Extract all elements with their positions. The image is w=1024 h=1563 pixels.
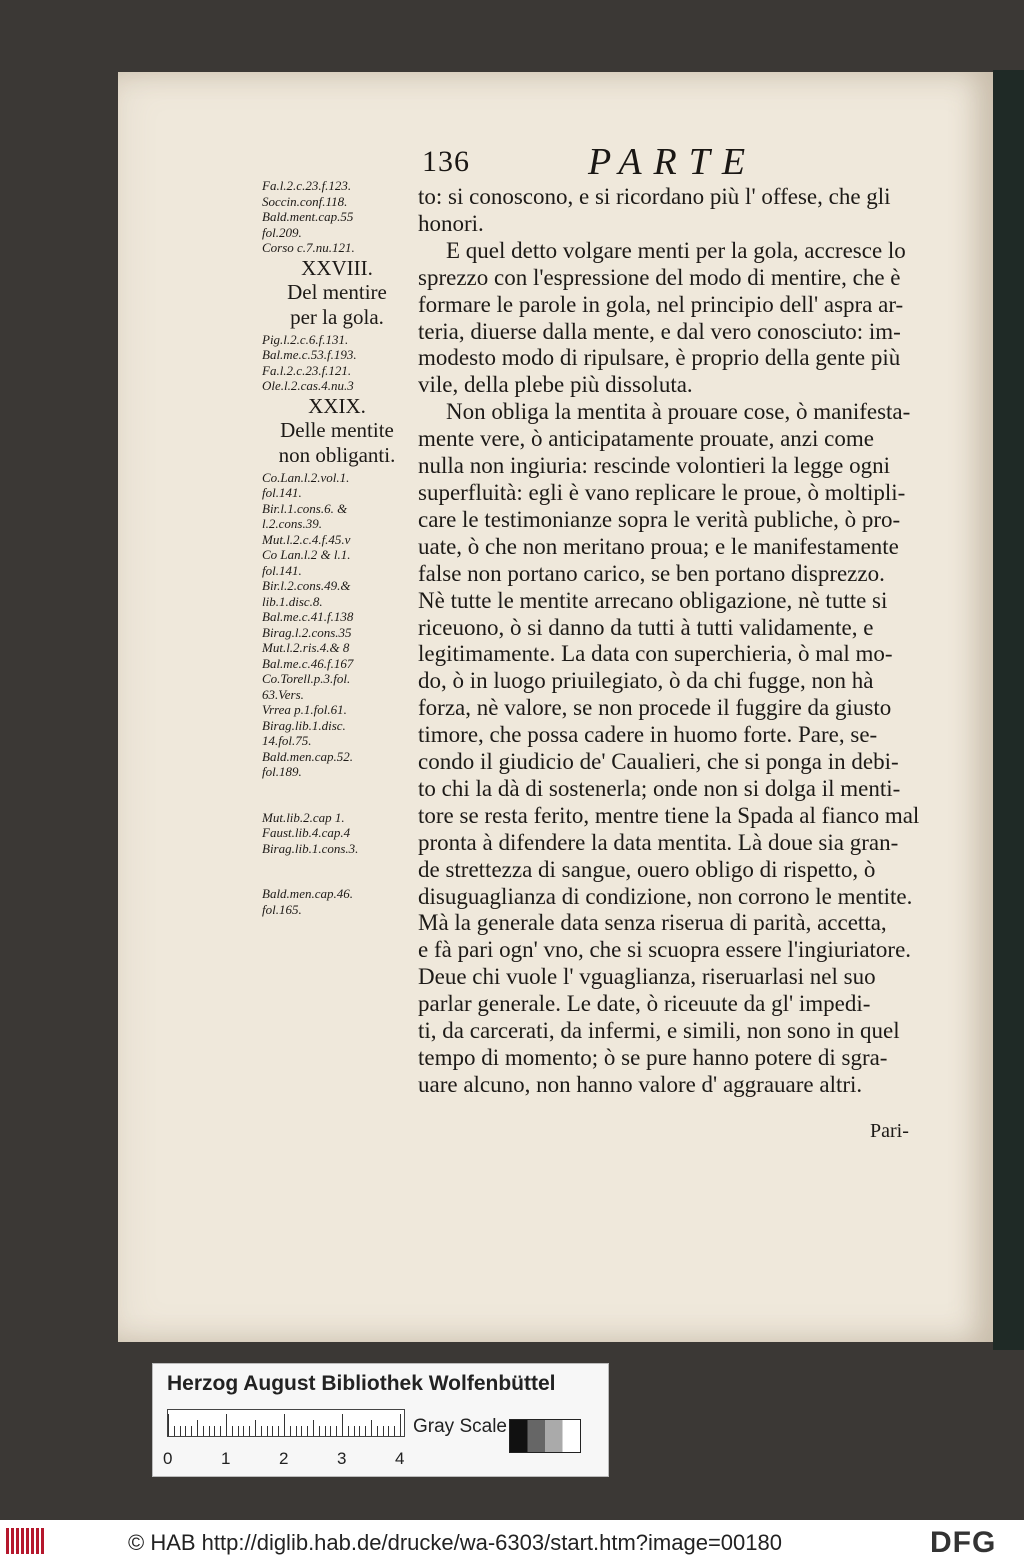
text-line: to: si conoscono, e si ricordano più l' offese, che gli xyxy=(418,184,891,209)
chapter-number: XXIX. xyxy=(308,393,366,418)
ruler-tick xyxy=(388,1426,389,1436)
margin-reference: Fa.l.2.c.23.f.121. xyxy=(262,362,352,378)
text-line: Nè tutte le mentite arrecano obligazione, nè tutte si xyxy=(418,587,888,613)
ruler-tick xyxy=(394,1426,395,1436)
ruler-tick xyxy=(185,1426,186,1436)
margin-reference: Mut.lib.2.cap 1. xyxy=(262,809,345,825)
margin-reference: fol.165. xyxy=(262,901,302,917)
text-line: honori. xyxy=(418,210,484,236)
text-line: do, ò in luogo priuilegiato, ò da chi fugge, non hà xyxy=(418,668,874,694)
text-line: e fà pari ogn' vno, che si scuopra essere l'ingiuriatore. xyxy=(418,937,912,963)
text-line: modesto modo di ripulsare, è proprio della gente più xyxy=(418,345,901,371)
text-line: uare alcuno, non hanno valore d' aggrauare altri. xyxy=(418,1071,863,1097)
ruler-tick xyxy=(319,1426,320,1436)
ruler-tick xyxy=(296,1426,297,1436)
ruler-tick xyxy=(336,1426,337,1436)
margin-reference: Soccin.conf.118. xyxy=(262,193,348,209)
ruler-tick xyxy=(272,1426,273,1436)
text-line: nulla non ingiuria: rescinde volontieri la legge ogni xyxy=(418,453,891,479)
text-line: de strettezza di sangue, ouero obligo di rispetto, ò xyxy=(418,856,876,882)
gray-scale-label: Gray Scale xyxy=(413,1416,507,1437)
ruler-tick xyxy=(168,1414,169,1436)
margin-reference: Fa.l.2.c.23.f.123. xyxy=(262,178,352,193)
margin-reference: Faust.lib.4.cap.4 xyxy=(262,825,351,840)
ruler-tick xyxy=(400,1414,401,1436)
chapter-heading: Del mentire xyxy=(287,279,387,304)
chapter-heading: non obliganti. xyxy=(278,442,396,467)
margin-reference: Co Lan.l.2 & l.1. xyxy=(262,547,351,562)
ruler-tick xyxy=(267,1426,268,1436)
ruler-tick xyxy=(209,1426,210,1436)
ruler-tick xyxy=(203,1426,204,1436)
main-text xyxy=(418,184,958,1099)
margin-reference: l.2.cons.39. xyxy=(262,516,322,531)
margin-reference: Bir.l.1.cons.6. & xyxy=(262,500,348,516)
margin-reference: Birag.lib.1.cons.3. xyxy=(262,840,359,856)
margin-reference: fol.141. xyxy=(262,485,302,500)
citation-link[interactable]: © HAB http://diglib.hab.de/drucke/wa-6303/start.htm?image=00180 xyxy=(128,1530,782,1555)
text-line: to chi la dà di sostenerla; onde non si dolga il menti- xyxy=(418,775,901,801)
margin-reference: 63.Vers. xyxy=(262,686,304,702)
marginal-notes xyxy=(262,178,412,917)
text-line: tore se resta ferito, mentre tiene la Spada al fianco mal xyxy=(418,802,920,828)
text-line: false non portano carico, se ben portano disprezzo. xyxy=(418,560,885,586)
catchword: Pari- xyxy=(870,1120,909,1142)
dfg-logo: DFG xyxy=(930,1526,997,1559)
text-line: care le testimonianze sopra le verità publiche, ò pro- xyxy=(418,506,901,532)
text-line: teria, diuerse dalla mente, e dal vero conosciuto: im- xyxy=(418,318,901,344)
ruler-tick xyxy=(290,1426,291,1436)
ruler-number: 2 xyxy=(279,1449,289,1468)
ruler-tick xyxy=(301,1426,302,1436)
text-line: Mà la generale data senza riserua di parità, accetta, xyxy=(418,910,887,936)
ruler-tick xyxy=(325,1426,326,1436)
scale-ruler xyxy=(167,1409,405,1437)
text-line: legitimamente. La data con superchieria, ò mal mo- xyxy=(418,641,893,667)
ruler-tick xyxy=(232,1426,233,1436)
margin-reference: Bir.l.2.cons.49.& xyxy=(262,578,351,593)
ruler-tick xyxy=(330,1426,331,1436)
margin-reference: Mut.l.2.ris.4.& 8 xyxy=(262,640,350,655)
text-line: pronta à difendere la data mentita. Là doue sia gran- xyxy=(418,829,899,855)
library-color-card xyxy=(152,1363,609,1477)
text-line: condo il giudicio de' Caualieri, che si ponga in debi- xyxy=(418,749,899,775)
text-line: disuguaglianza di condizione, non corrono le mentite. xyxy=(418,883,913,909)
margin-reference: Bal.me.c.46.f.167 xyxy=(262,655,354,671)
ruler-tick xyxy=(377,1426,378,1436)
gray-scale-bar xyxy=(509,1419,581,1453)
ruler-tick xyxy=(226,1414,227,1436)
running-title: PARTE xyxy=(588,141,758,183)
ruler-tick xyxy=(180,1426,181,1436)
chapter-heading: per la gola. xyxy=(290,304,384,329)
ruler-tick xyxy=(255,1420,256,1436)
margin-reference: Co.Torell.p.3.fol. xyxy=(262,671,351,686)
ruler-tick xyxy=(243,1426,244,1436)
text-line: Non obliga la mentita à prouare cose, ò manifesta- xyxy=(446,399,911,425)
ruler-tick xyxy=(342,1414,343,1436)
text-line: vile, della plebe più dissoluta. xyxy=(418,372,693,398)
text-line: forza, nè valore, se non procede il fuggire da giusto xyxy=(418,695,892,721)
ruler-tick xyxy=(307,1426,308,1436)
text-line: ti, da carcerati, da infermi, e simili, non sono in quel xyxy=(418,1018,900,1044)
margin-reference: Mut.l.2.c.4.f.45.v xyxy=(262,531,351,547)
text-line: uate, ò che non meritano proua; e le manifestamente xyxy=(418,533,899,559)
chapter-number: XXVIII. xyxy=(301,255,373,280)
margin-reference: fol.141. xyxy=(262,562,302,578)
book-cover-edge xyxy=(993,70,1024,1350)
margin-reference: fol.189. xyxy=(262,764,302,779)
margin-reference: Bald.ment.cap.55 xyxy=(262,209,354,224)
text-line: Deue chi vuole l' vguaglianza, riseruarlasi nel suo xyxy=(418,964,876,990)
text-line: sprezzo con l'espressione del modo di mentire, che è xyxy=(418,264,901,290)
text-line: timore, che possa cadere in huomo forte. Pare, se- xyxy=(418,722,878,748)
text-line: parlar generale. Le date, ò riceuute da gl' impedi- xyxy=(418,991,871,1017)
margin-reference: Vrrea p.1.fol.61. xyxy=(262,702,347,717)
page-number: 136 xyxy=(422,145,470,178)
text-line: riceuono, ò si danno da tutti à tutti validamente, e xyxy=(418,614,874,640)
ruler-tick xyxy=(174,1426,175,1436)
ruler-tick xyxy=(284,1414,285,1436)
hab-logo-icon xyxy=(6,1528,44,1554)
text-line: formare le parole in gola, nel principio dell' aspra ar- xyxy=(418,291,904,317)
ruler-number: 4 xyxy=(395,1449,405,1468)
margin-reference: Birag.lib.1.disc. xyxy=(262,717,346,733)
ruler-tick xyxy=(365,1426,366,1436)
ruler-tick xyxy=(359,1426,360,1436)
margin-reference: Birag.l.2.cons.35 xyxy=(262,624,352,640)
margin-reference: 14.fol.75. xyxy=(262,733,312,748)
margin-reference: fol.209. xyxy=(262,224,302,240)
text-line: E quel detto volgare menti per la gola, accresce lo xyxy=(446,237,906,263)
margin-reference: Co.Lan.l.2.vol.1. xyxy=(262,469,350,485)
ruler-tick xyxy=(249,1426,250,1436)
margin-reference: Bald.men.cap.46. xyxy=(262,886,353,901)
ruler-tick xyxy=(371,1420,372,1436)
ruler-tick xyxy=(313,1420,314,1436)
library-name: Herzog August Bibliothek Wolfenbüttel xyxy=(167,1372,556,1395)
margin-reference: Ole.l.2.cas.4.nu.3 xyxy=(262,378,354,393)
chapter-heading: Delle mentite xyxy=(280,417,394,442)
ruler-number: 1 xyxy=(221,1449,231,1468)
ruler-number: 3 xyxy=(337,1449,347,1468)
ruler-tick xyxy=(354,1426,355,1436)
text-line: tempo di momento; ò se pure hanno potere di sgra- xyxy=(418,1045,888,1070)
ruler-tick xyxy=(220,1426,221,1436)
ruler-tick xyxy=(348,1426,349,1436)
text-line: mente vere, ò anticipatamente prouate, anzi come xyxy=(418,426,874,452)
ruler-tick xyxy=(278,1426,279,1436)
margin-reference: Pig.l.2.c.6.f.131. xyxy=(262,331,349,347)
ruler-tick xyxy=(238,1426,239,1436)
ruler-tick xyxy=(383,1426,384,1436)
ruler-number: 0 xyxy=(163,1449,173,1468)
margin-reference: Corso c.7.nu.121. xyxy=(262,240,355,255)
ruler-tick xyxy=(197,1420,198,1436)
ruler-tick xyxy=(261,1426,262,1436)
margin-reference: Bal.me.c.53.f.193. xyxy=(262,347,357,362)
margin-reference: Bal.me.c.41.f.138 xyxy=(262,609,354,624)
ruler-tick xyxy=(214,1426,215,1436)
text-line: superfluità: egli è vano replicare le proue, ò moltipli- xyxy=(418,479,906,505)
margin-reference: Bald.men.cap.52. xyxy=(262,748,353,764)
margin-reference: lib.1.disc.8. xyxy=(262,593,323,609)
ruler-tick xyxy=(191,1426,192,1436)
